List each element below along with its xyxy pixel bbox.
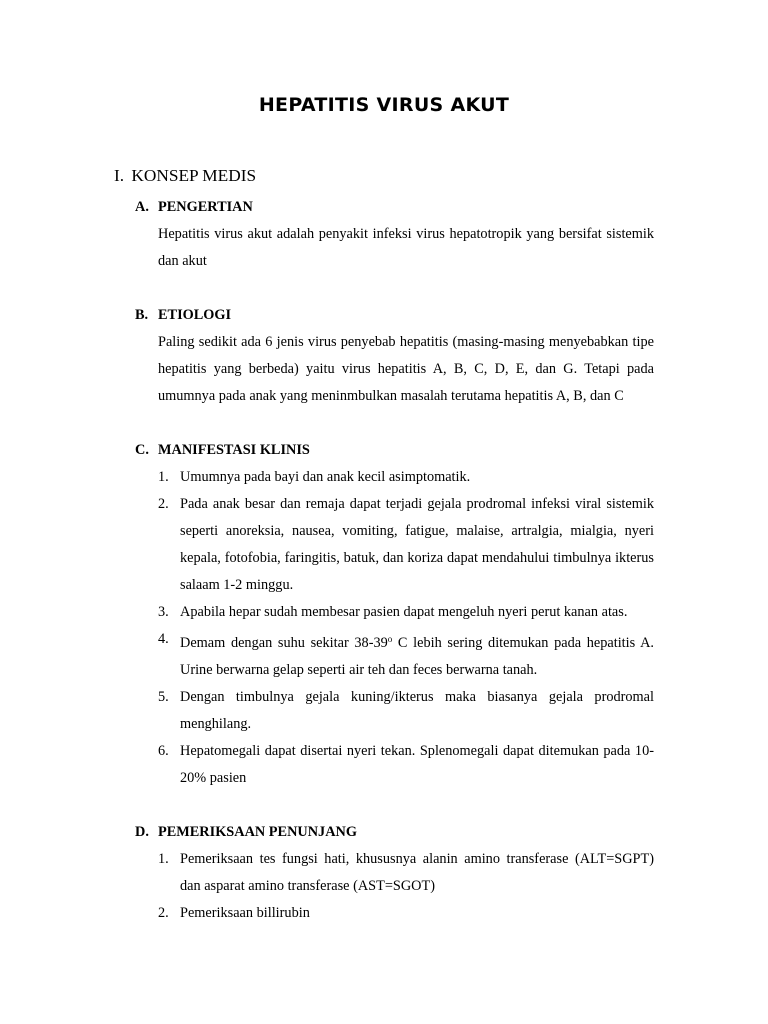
list-item — [158, 900, 654, 927]
section-letter: A. — [135, 199, 149, 215]
section-body — [158, 221, 654, 275]
section-heading-text: ETIOLOGI — [158, 307, 232, 323]
list-item-text: Umumnya pada bayi dan anak kecil asimptomatik. — [180, 469, 471, 485]
list-item-number: 2. — [158, 496, 169, 512]
list-item — [158, 738, 654, 792]
document-title: HEPATITIS VIRUS AKUT — [258, 94, 510, 116]
list-item-number: 3. — [158, 604, 169, 620]
section-body — [158, 846, 654, 927]
degree-superscript: o — [387, 634, 393, 644]
list-item-number: 1. — [158, 469, 169, 485]
section-heading — [135, 437, 654, 464]
section-heading-text: MANIFESTASI KLINIS — [158, 442, 310, 458]
chapter-heading — [114, 164, 654, 188]
list-item-text-part: Demam dengan suhu sekitar 38-39 — [180, 635, 388, 651]
list-item-text: Apabila hepar sudah membesar pasien dapat mengeluh nyeri perut kanan atas. — [180, 604, 628, 620]
list-item-text: Dengan timbulnya gejala kuning/ikterus maka biasanya gejala prodromal menghilang. — [180, 689, 654, 732]
list-item — [158, 491, 654, 599]
list-item — [158, 626, 654, 684]
section-heading — [135, 194, 654, 221]
list-item — [158, 599, 654, 626]
section-heading — [135, 302, 654, 329]
section-body — [158, 329, 654, 410]
section-letter: D. — [135, 824, 149, 840]
list-item-text: Hepatomegali dapat disertai nyeri tekan. Splenomegali dapat ditemukan pada 10-20% pasien — [180, 743, 654, 786]
list-item-text — [180, 626, 654, 684]
chapter-label: KONSEP MEDIS — [131, 166, 257, 185]
list-item-number: 5. — [158, 689, 169, 705]
list-item — [158, 464, 654, 491]
section-paragraph: Hepatitis virus akut adalah penyakit infeksi virus hepatotropik yang bersifat sistemik dan akut — [158, 226, 654, 269]
section-body — [158, 464, 654, 792]
section-etiologi — [135, 302, 654, 410]
list-item-text-part: C lebih sering ditemukan pada hepatitis A. Urine berwarna gelap seperti air teh dan feces berwarna tanah. — [180, 635, 654, 678]
section-pengertian — [135, 194, 654, 275]
list-item-text: Pada anak besar dan remaja dapat terjadi gejala prodromal infeksi viral sistemik seperti anoreksia, nausea, vomiting, fatigue, malaise, artralgia, mialgia, nyeri kepala, fotofobia, faringitis, batuk, dan koriza dapat mendahului timbulnya ikterus salaam 1-2 minggu. — [180, 496, 654, 593]
list-item-number: 1. — [158, 851, 169, 867]
list-item-number: 2. — [158, 905, 169, 921]
section-pemeriksaan-penunjang — [135, 819, 654, 927]
numbered-list — [158, 464, 654, 792]
list-item-text: Pemeriksaan billirubin — [180, 905, 310, 921]
section-paragraph: Paling sedikit ada 6 jenis virus penyebab hepatitis (masing-masing menyebabkan tipe hepatitis yang berbeda) yaitu virus hepatitis A, B, C, D, E, dan G. Tetapi pada umumnya pada anak yang meninmbulkan masalah terutama hepatitis A, B, dan C — [158, 334, 654, 404]
list-item-number: 6. — [158, 743, 169, 759]
section-letter: B. — [135, 307, 149, 323]
section-heading-text: PEMERIKSAAN PENUNJANG — [158, 824, 357, 840]
chapter-number: I. — [114, 166, 125, 185]
list-item — [158, 846, 654, 900]
list-item-text: Pemeriksaan tes fungsi hati, khususnya alanin amino transferase (ALT=SGPT) dan asparat amino transferase (AST=SGOT) — [180, 851, 654, 894]
section-heading-text: PENGERTIAN — [158, 199, 253, 215]
list-item — [158, 684, 654, 738]
list-item-number: 4. — [158, 631, 169, 647]
numbered-list — [158, 846, 654, 927]
section-manifestasi-klinis — [135, 437, 654, 792]
section-heading — [135, 819, 654, 846]
section-letter: C. — [135, 442, 149, 458]
